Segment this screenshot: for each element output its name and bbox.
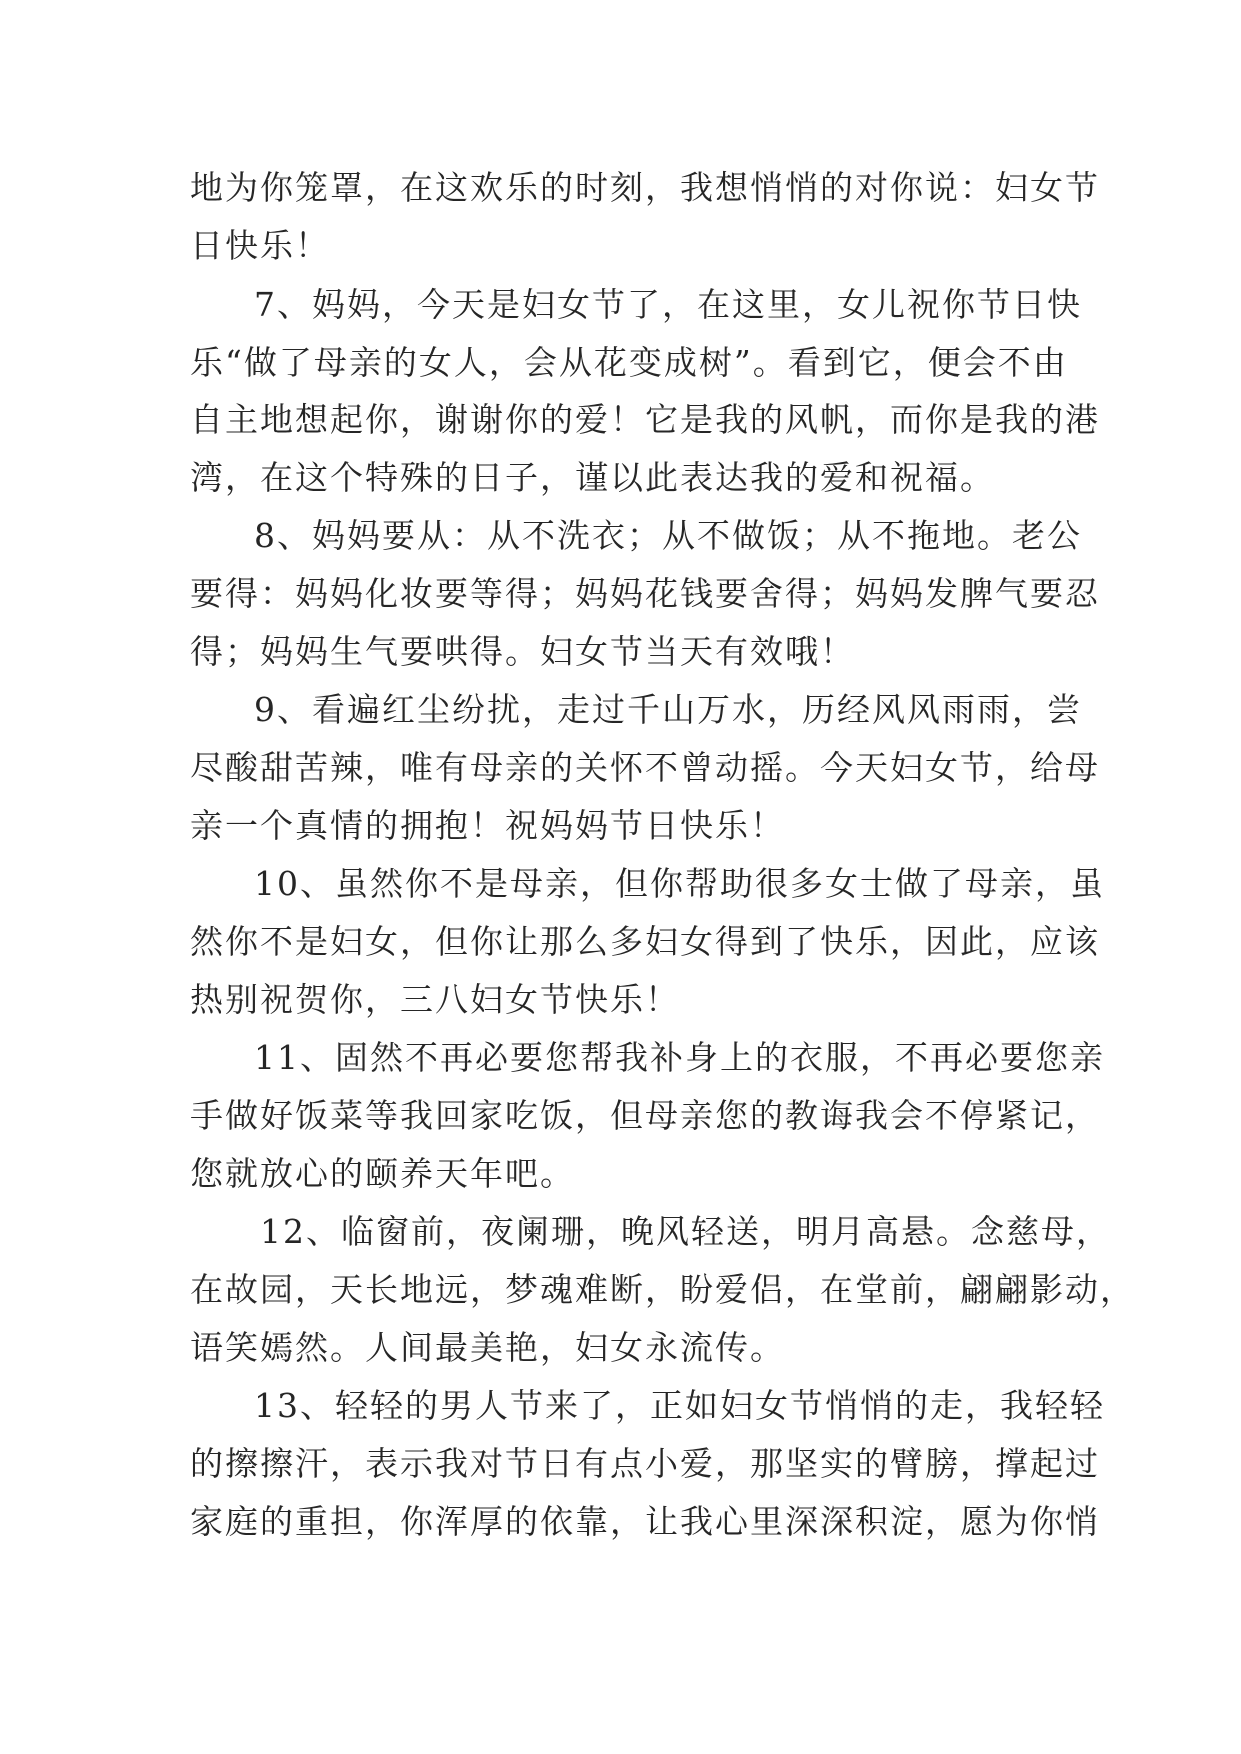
- text-line: 家庭的重担，你浑厚的依靠，让我心里深深积淀，愿为你悄: [190, 1502, 1100, 1541]
- text-line: 的擦擦汗，表示我对节日有点小爱，那坚实的臂膀，撑起过: [190, 1444, 1100, 1483]
- text-line: 然你不是妇女，但你让那么多妇女得到了快乐，因此，应该: [190, 922, 1100, 961]
- text-line: 尽酸甜苦辣，唯有母亲的关怀不曾动摇。今天妇女节，给母: [190, 748, 1100, 787]
- text-line: 得；妈妈生气要哄得。妇女节当天有效哦！: [190, 632, 855, 671]
- text-line: 要得：妈妈化妆要等得；妈妈花钱要舍得；妈妈发脾气要忍: [190, 574, 1100, 613]
- text-line: 湾，在这个特殊的日子，谨以此表达我的爱和祝福。: [190, 458, 995, 497]
- paragraph-10-line: 10、虽然你不是母亲，但你帮助很多女士做了母亲，虽: [254, 864, 1105, 903]
- text-line: 您就放心的颐养天年吧。: [190, 1154, 575, 1193]
- paragraph-9-line: 9、看遍红尘纷扰，走过千山万水，历经风风雨雨，尝: [254, 690, 1082, 729]
- text-line: 手做好饭菜等我回家吃饭，但母亲您的教诲我会不停紧记，: [190, 1096, 1100, 1135]
- paragraph-7-line: 7、妈妈，今天是妇女节了，在这里，女儿祝你节日快: [254, 285, 1082, 324]
- paragraph-11-line: 11、固然不再必要您帮我补身上的衣服，不再必要您亲: [254, 1038, 1105, 1077]
- text-line: 自主地想起你，谢谢你的爱！它是我的风帆，而你是我的港: [190, 400, 1100, 439]
- text-line: 亲一个真情的拥抱！祝妈妈节日快乐！: [190, 806, 785, 845]
- text-line: 地为你笼罩，在这欢乐的时刻，我想悄悄的对你说：妇女节: [190, 168, 1100, 207]
- text-line: 在故园，天长地远，梦魂难断，盼爱侣，在堂前，翩翩影动，: [190, 1270, 1135, 1309]
- text-line: 热别祝贺你，三八妇女节快乐！: [190, 980, 680, 1019]
- paragraph-8-line: 8、妈妈要从：从不洗衣；从不做饭；从不拖地。老公: [254, 516, 1082, 555]
- paragraph-13-line: 13、轻轻的男人节来了，正如妇女节悄悄的走，我轻轻: [254, 1386, 1105, 1425]
- text-line: 语笑嫣然。人间最美艳，妇女永流传。: [190, 1328, 785, 1367]
- text-line: 日快乐！: [190, 226, 330, 265]
- paragraph-12-line: 12、临窗前，夜阑珊，晚风轻送，明月高悬。念慈母，: [260, 1212, 1111, 1251]
- text-line: 乐“做了母亲的女人，会从花变成树”。看到它，便会不由: [190, 343, 1068, 382]
